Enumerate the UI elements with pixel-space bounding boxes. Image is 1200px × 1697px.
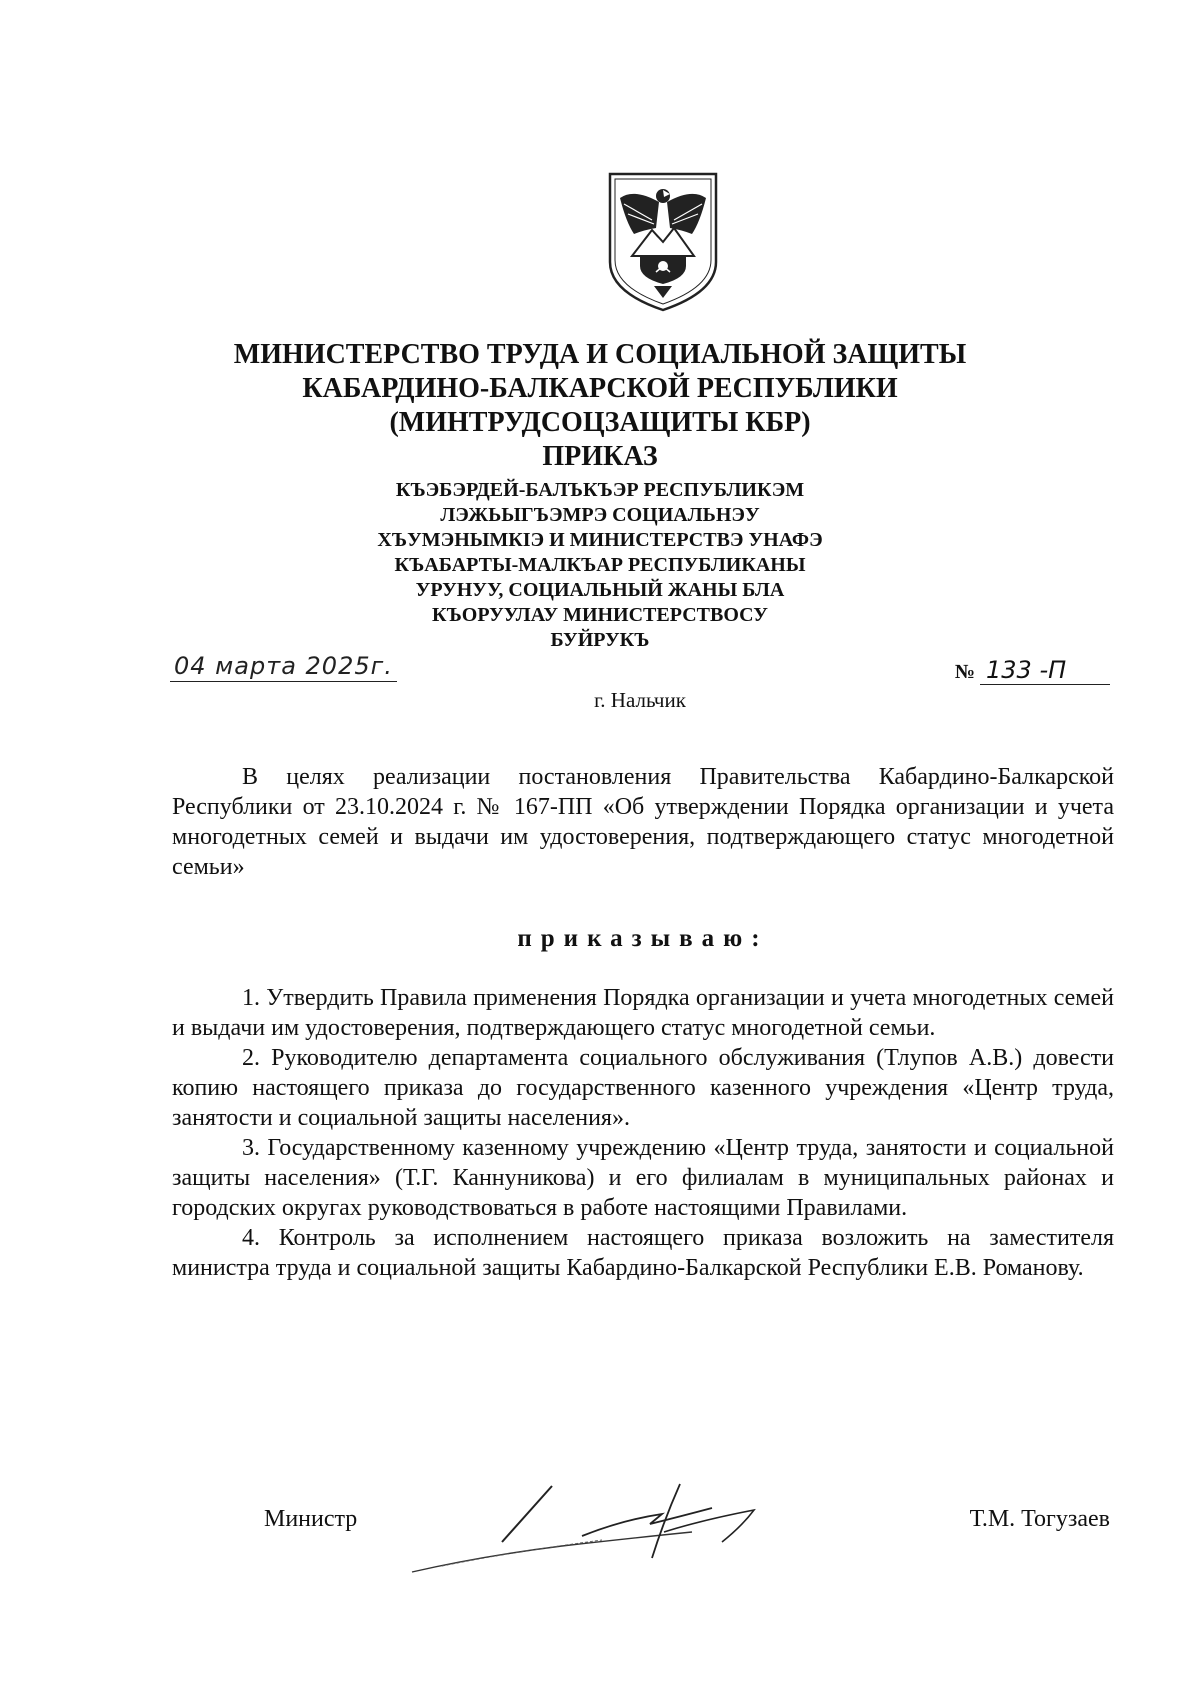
signature-block — [172, 1500, 1114, 1580]
ministry-name-line: КАБАРДИНО-БАЛКАРСКОЙ РЕСПУБЛИКИ — [302, 373, 898, 404]
signature-icon — [402, 1480, 782, 1580]
ministry-name-line: (МИНТРУДСОЦЗАЩИТЫ КБР) — [389, 407, 811, 438]
signer-title: Министр — [264, 1506, 358, 1532]
order-item: 2. Руководителю департамента социального обслуживания (Тлупов А.В.) довести копию настоящего приказа до государственного казенного учреждения «Центр труда, занятости и социальной защиты населения». — [172, 1045, 1114, 1131]
document-type: ПРИКАЗ — [542, 441, 658, 472]
number-value: 133 -П — [980, 656, 1110, 685]
ministry-name-kbr-line: УРУНУУ, СОЦИАЛЬНЫЙ ЖАНЫ БЛА — [415, 579, 785, 601]
order-item: 1. Утвердить Правила применения Порядка организации и учета многодетных семей и выдачи им удостоверения, подтверждающего статус многодетной семьи. — [172, 985, 1114, 1041]
ministry-name-kbr-line: ЛЭЖЬЫГЪЭМРЭ СОЦИАЛЬНЭУ — [440, 504, 760, 526]
ministry-name-kbr — [180, 478, 1020, 653]
ministry-name-kbr-line: БУЙРУКЪ — [550, 629, 650, 651]
signer-name: Т.М. Тогузаев — [969, 1506, 1110, 1532]
document-number — [955, 656, 1110, 685]
order-items — [172, 983, 1114, 1283]
document-city: г. Нальчик — [594, 688, 686, 712]
order-word: приказываю: — [517, 925, 769, 952]
ministry-name-kbr-line: КЪАБАРТЫ-МАЛКЪАР РЕСПУБЛИКАНЫ — [394, 554, 806, 576]
preamble-paragraph: В целях реализации постановления Правительства Кабардино-Балкарской Республики от 23.10.2024 г. № 167-ПП «Об утверждении Порядка организации и учета многодетных семей и выдачи им удостоверения, подтверждающего статус многодетной семьи» — [172, 764, 1114, 880]
ministry-name-line: МИНИСТЕРСТВО ТРУДА И СОЦИАЛЬНОЙ ЗАЩИТЫ — [233, 339, 967, 370]
coat-of-arms-icon — [604, 170, 722, 314]
number-sign: № — [954, 661, 975, 683]
order-item: 4. Контроль за исполнением настоящего приказа возложить на заместителя министра труда и социальной защиты Кабардино-Балкарской Республики Е.В. Романову. — [172, 1225, 1114, 1281]
document-header — [180, 338, 1020, 653]
ministry-name-ru — [180, 338, 1020, 440]
order-item: 3. Государственному казенному учреждению «Центр труда, занятости и социальной защиты населения» (Т.Г. Каннуникова) и его филиалам в муниципальных районах и городских округах руководствоваться в работе настоящими Правилами. — [172, 1135, 1114, 1221]
ministry-name-kbr-line: КЪЭБЭРДЕЙ-БАЛЪКЪЭР РЕСПУБЛИКЭМ — [395, 479, 805, 501]
document-meta — [170, 652, 1110, 722]
ministry-name-kbr-line: ХЪУМЭНЫМКIЭ И МИНИСТЕРСТВЭ УНАФЭ — [377, 529, 823, 551]
ministry-name-kbr-line: КЪОРУУЛАУ МИНИСТЕРСТВОСУ — [432, 604, 768, 626]
document-date: 04 марта 2025г. — [170, 652, 397, 682]
